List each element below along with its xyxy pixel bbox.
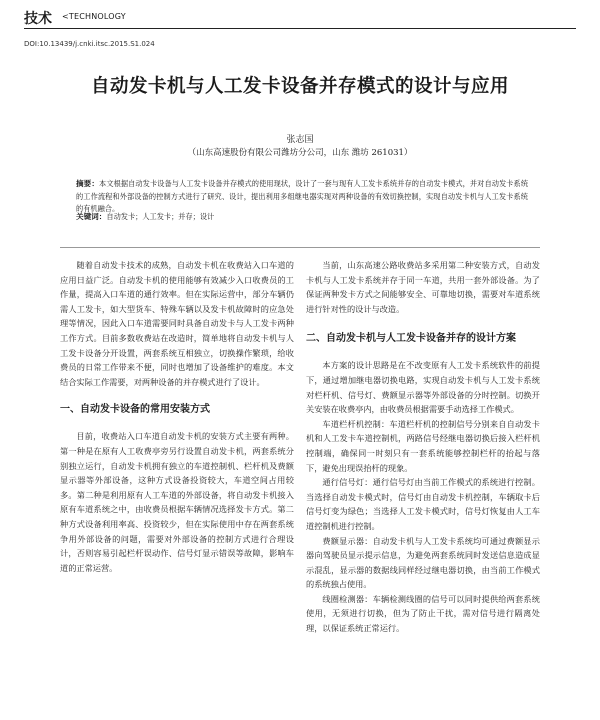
right-column [306, 258, 540, 636]
journal-section-label: 技术 [24, 11, 52, 27]
paragraph-display: 费额显示器：自动发卡机与人工发卡系统均可通过费额显示器向驾驶员显示提示信息，为避免两套系统同时发送信息造成显示混乱，显示器的数据线同样经过继电器切换，由当前工作模式的系统独占使用。 [306, 535, 540, 590]
doi: DOI:10.13439/j.cnki.itsc.2015.S1.024 [24, 40, 155, 48]
section-1-paragraph: 目前，收费站入口车道自动发卡机的安装方式主要有两种。第一种是在原有人工收费亭旁另行设置自动发卡机，两套系统分别独立运行，自动发卡机拥有独立的车道控制机、栏杆机及费额显示器等外部设备，这种方式设备投资较大，车道空间占用较多。第二种是利用原有人工车道的外部设备，将自动发卡机接入原有车道系统之中，由收费员根据车辆情况选择发卡方式。第二种方式设备利用率高、投资较少，但在实际使用中存在两套系统争用外部设备的问题，需要对外部设备的控制方式进行合理设计，否则容易引起栏杆误动作、信号灯显示错误等故障，影响车道的正常运营。 [60, 431, 294, 573]
section-heading-2: 二、自动发卡机与人工发卡设备并存的设计方案 [306, 333, 516, 345]
abstract-label: 摘要： [76, 179, 100, 188]
journal-header [24, 6, 576, 29]
journal-section-subtitle: <TECHNOLOGY [62, 12, 126, 21]
keywords-label: 关键词： [76, 212, 107, 221]
abstract-text: 本文根据自动发卡设备与人工发卡设备并存模式的使用现状，设计了一套与现有人工发卡系统并存的自动发卡模式，并对自动发卡系统的工作流程和外部设备的控制方式进行了研究、设计，提出利用多组继电器实现对两种设备的有效切换控制，实现自动发卡机与人工发卡系统的有机融合。 [76, 179, 529, 213]
right-intro-paragraph: 当前，山东高速公路收费站多采用第二种安装方式，自动发卡机与人工发卡系统并存于同一车道，共用一套外部设备。为了保证两种发卡方式之间能够安全、可靠地切换，需要对车道系统进行针对性的设计与改造。 [306, 260, 540, 314]
affiliation: （山东高速股份有限公司潍坊分公司，山东 潍坊 261031） [187, 148, 413, 158]
author: 张志国 [286, 135, 314, 145]
paragraph-loop: 线圈检测器：车辆检测线圈的信号可以同时提供给两套系统使用，无须进行切换，但为了防止干扰，需对信号进行隔离处理，以保证系统正常运行。 [306, 593, 540, 634]
left-column [60, 258, 294, 575]
paragraph-signal: 通行信号灯：通行信号灯由当前工作模式的系统进行控制。当选择自动发卡模式时，信号灯由自动发卡机控制，车辆取卡后信号灯变为绿色；当选择人工发卡模式时，信号灯恢复由人工车道控制机进行控制。 [306, 477, 540, 531]
section-heading-1: 一、自动发卡设备的常用安装方式 [60, 404, 210, 416]
divider [60, 247, 540, 248]
abstract [76, 178, 528, 216]
section-2-intro: 本方案的设计思路是在不改变原有人工发卡系统软件的前提下，通过增加继电器切换电路，实现自动发卡机与人工发卡系统对栏杆机、信号灯、费额显示器等外部设备的分时控制。切换开关安装在收费亭内，由收费员根据需要手动选择工作模式。 [306, 360, 540, 415]
keywords-text: 自动发卡；人工发卡；并存；设计 [106, 212, 215, 221]
intro-paragraph: 随着自动发卡技术的成熟，自动发卡机在收费站入口车道的应用日益广泛。自动发卡机的使用能够有效减少入口收费员的工作量，提高入口车道的通行效率。但在实际运营中，部分车辆仍需人工发卡，如大型货车、特殊车辆以及发卡机故障时的应急处理等情况，因此入口车道需要同时具备自动发卡与人工发卡两种工作方式。目前多数收费站在改造时，简单地将自动发卡机与人工发卡设备分开设置，两套系统互相独立，切换操作繁琐，给收费员的日常工作带来不便，同时也增加了设备维护的难度。本文结合实际工作需要，对两种设备的并存模式进行了设计。 [60, 260, 294, 387]
paragraph-barrier: 车道栏杆机控制：车道栏杆机的控制信号分别来自自动发卡机和人工发卡车道控制机，两路信号经继电器切换后接入栏杆机控制端，确保同一时刻只有一套系统能够控制栏杆的抬起与落下，避免出现误抬杆的现象。 [306, 418, 540, 473]
keywords [76, 211, 528, 223]
article-title: 自动发卡机与人工发卡设备并存模式的设计与应用 [90, 76, 509, 97]
